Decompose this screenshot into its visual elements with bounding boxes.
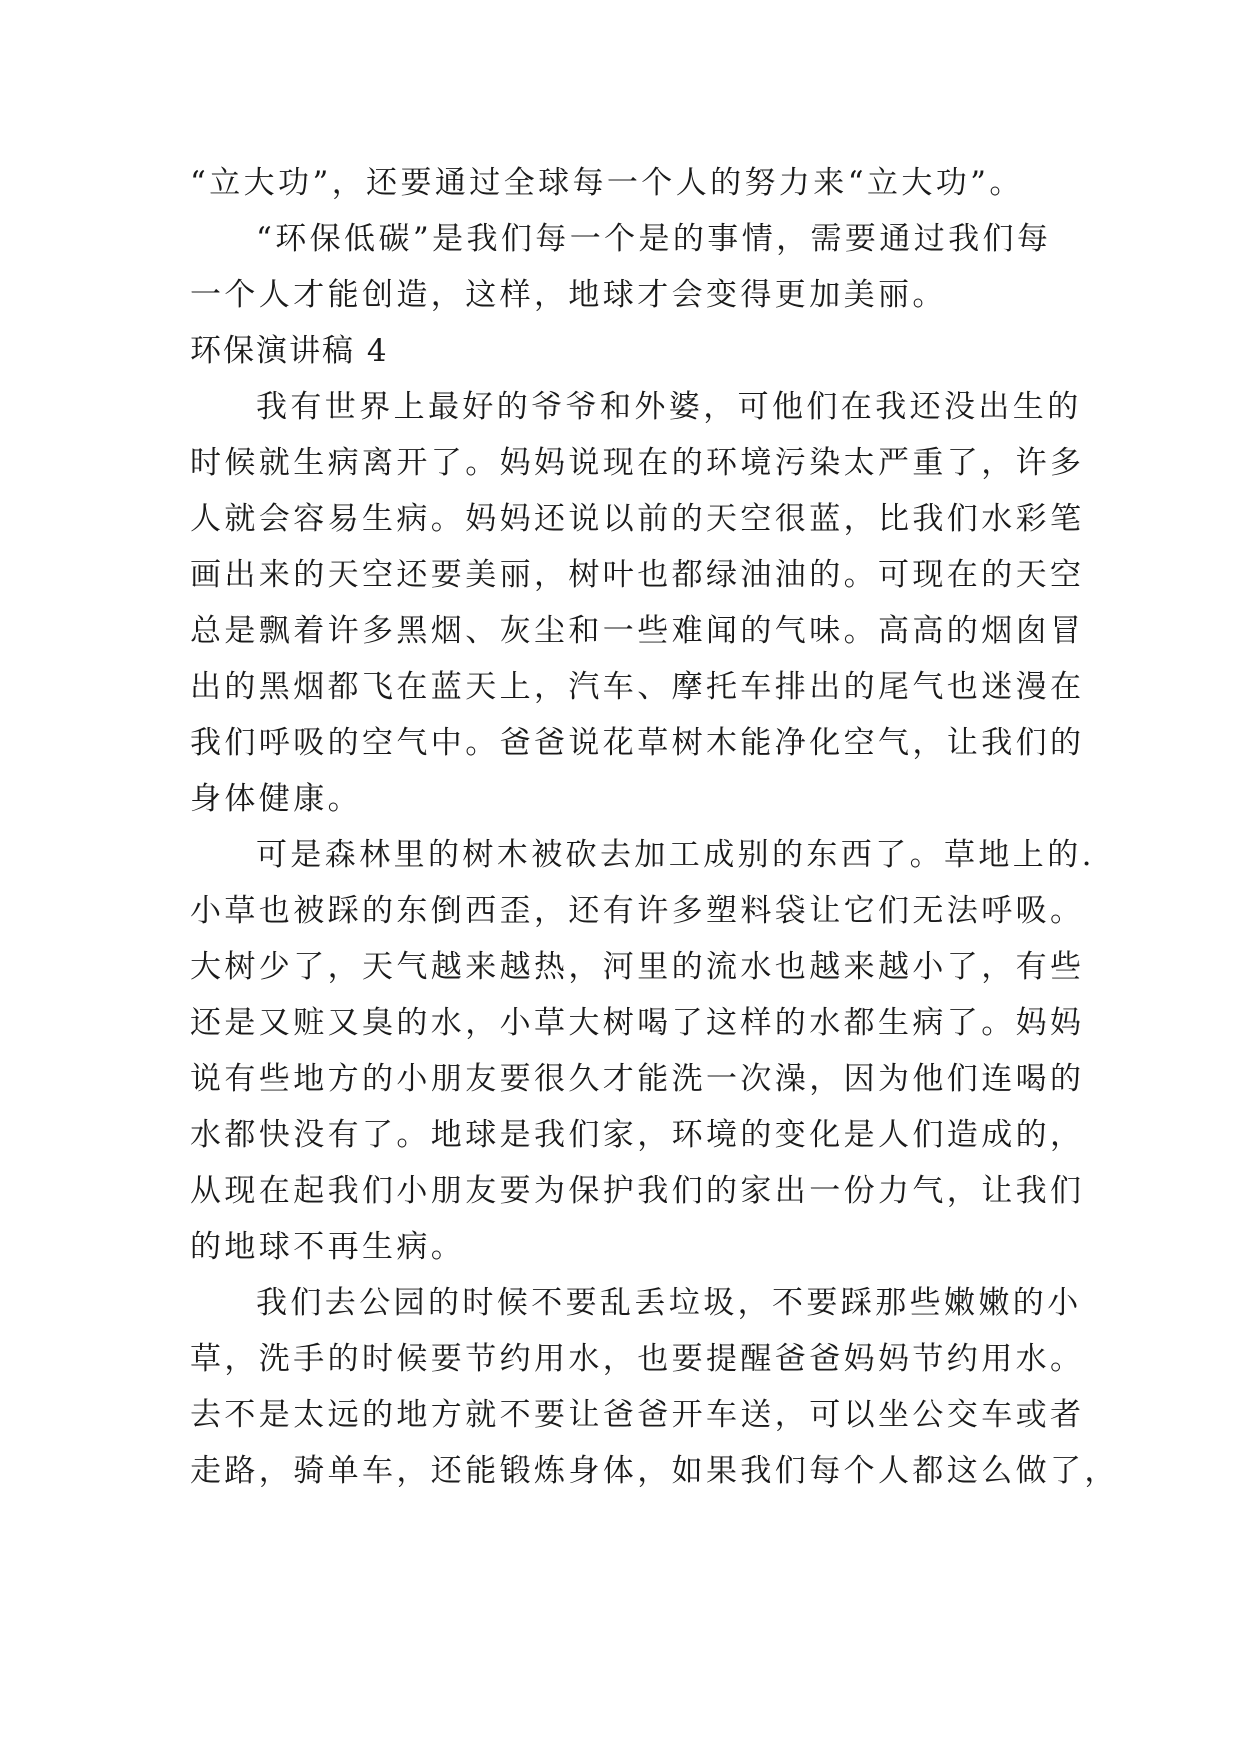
text-line: 一个人才能创造，这样，地球才会变得更加美丽。	[190, 277, 947, 313]
text-line: 小草也被踩的东倒西歪，还有许多塑料袋让它们无法呼吸。	[190, 893, 1085, 929]
text-line: 人就会容易生病。妈妈还说以前的天空很蓝，比我们水彩笔	[190, 501, 1085, 537]
text-line: 的地球不再生病。	[190, 1229, 466, 1265]
text-line: 画出来的天空还要美丽，树叶也都绿油油的。可现在的天空	[190, 557, 1085, 593]
text-line: “立大功”，还要通过全球每一个人的努力来“立大功”。	[190, 165, 1024, 201]
text-line: 大树少了，天气越来越热，河里的流水也越来越小了，有些	[190, 949, 1085, 985]
text-line: 出的黑烟都飞在蓝天上，汽车、摩托车排出的尾气也迷漫在	[190, 669, 1085, 705]
section-heading: 环保演讲稿 4	[190, 333, 389, 369]
text-line: 还是又赃又臭的水，小草大树喝了这样的水都生病了。妈妈	[190, 1005, 1085, 1041]
text-line: 可是森林里的树木被砍去加工成别的东西了。草地上的.	[256, 837, 1095, 873]
text-line: 去不是太远的地方就不要让爸爸开车送，可以坐公交车或者	[190, 1397, 1085, 1433]
text-line: 我们去公园的时候不要乱丢垃圾，不要踩那些嫩嫩的小	[256, 1285, 1082, 1321]
text-line: 身体健康。	[190, 781, 362, 817]
text-line: 总是飘着许多黑烟、灰尘和一些难闻的气味。高高的烟囱冒	[190, 613, 1085, 649]
text-line: 水都快没有了。地球是我们家，环境的变化是人们造成的，	[190, 1117, 1085, 1153]
text-line: 我有世界上最好的爷爷和外婆，可他们在我还没出生的	[256, 389, 1082, 425]
text-line: 从现在起我们小朋友要为保护我们的家出一份力气，让我们	[190, 1173, 1085, 1209]
document-body	[190, 155, 1119, 1499]
text-line: 说有些地方的小朋友要很久才能洗一次澡，因为他们连喝的	[190, 1061, 1085, 1097]
text-line: 走路，骑单车，还能锻炼身体，如果我们每个人都这么做了，	[190, 1453, 1119, 1489]
text-line: 时候就生病离开了。妈妈说现在的环境污染太严重了，许多	[190, 445, 1085, 481]
text-line: 我们呼吸的空气中。爸爸说花草树木能净化空气，让我们的	[190, 725, 1085, 761]
text-line: 草，洗手的时候要节约用水，也要提醒爸爸妈妈节约用水。	[190, 1341, 1085, 1377]
text-line: “环保低碳”是我们每一个是的事情，需要通过我们每	[256, 221, 1052, 257]
